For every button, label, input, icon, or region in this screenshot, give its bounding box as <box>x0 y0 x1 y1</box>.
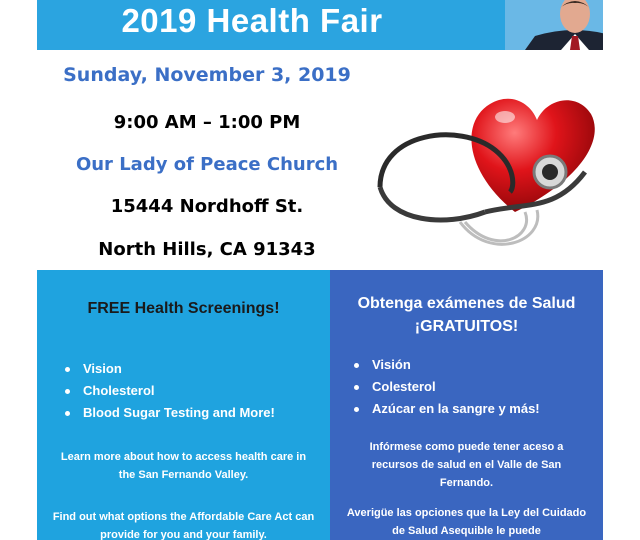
spanish-screenings-list <box>354 354 540 420</box>
heart-with-stethoscope-icon <box>365 62 605 262</box>
english-paragraph-aca: Find out what options the Affordable Care Act can provide for you and your family. <box>52 511 315 540</box>
bullet-icon <box>65 367 70 372</box>
english-panel <box>37 270 330 540</box>
bullet-icon <box>354 363 359 368</box>
list-item: Visión <box>354 354 540 376</box>
header-banner <box>37 0 603 50</box>
speaker-photo <box>505 0 603 50</box>
list-item: Cholesterol <box>65 380 275 402</box>
event-time: 9:00 AM – 1:00 PM <box>113 112 301 133</box>
spanish-panel <box>330 270 603 540</box>
page-title: 2019 Health Fair <box>121 2 383 39</box>
bullet-icon <box>65 389 70 394</box>
event-venue: Our Lady of Peace Church <box>75 154 339 175</box>
list-item: Vision <box>65 358 275 380</box>
spanish-paragraph-access: Infórmese como puede tener aceso a recursos de salud en el Valle de San Fernando. <box>369 441 564 489</box>
english-paragraph-access: Learn more about how to access health care in the San Fernando Valley. <box>60 451 307 481</box>
event-city: North Hills, CA 91343 <box>98 239 316 260</box>
list-item: Azúcar en la sangre y más! <box>354 398 540 420</box>
spanish-heading-line2: ¡GRATUITOS! <box>414 318 519 335</box>
spanish-heading-line1: Obtenga exámenes de Salud <box>357 295 576 312</box>
bullet-icon <box>354 385 359 390</box>
spanish-paragraph-aca: Averigüe las opciones que la Ley del Cuidado de Salud Asequible le puede <box>346 507 587 537</box>
event-street: 15444 Nordhoff St. <box>110 196 304 217</box>
english-heading: FREE Health Screenings! <box>87 300 280 317</box>
event-date: Sunday, November 3, 2019 <box>63 64 351 86</box>
english-screenings-list <box>65 358 275 424</box>
bullet-icon <box>354 407 359 412</box>
spanish-heading <box>330 292 603 338</box>
list-item: Blood Sugar Testing and More! <box>65 402 275 424</box>
list-item: Colesterol <box>354 376 540 398</box>
bullet-icon <box>65 411 70 416</box>
